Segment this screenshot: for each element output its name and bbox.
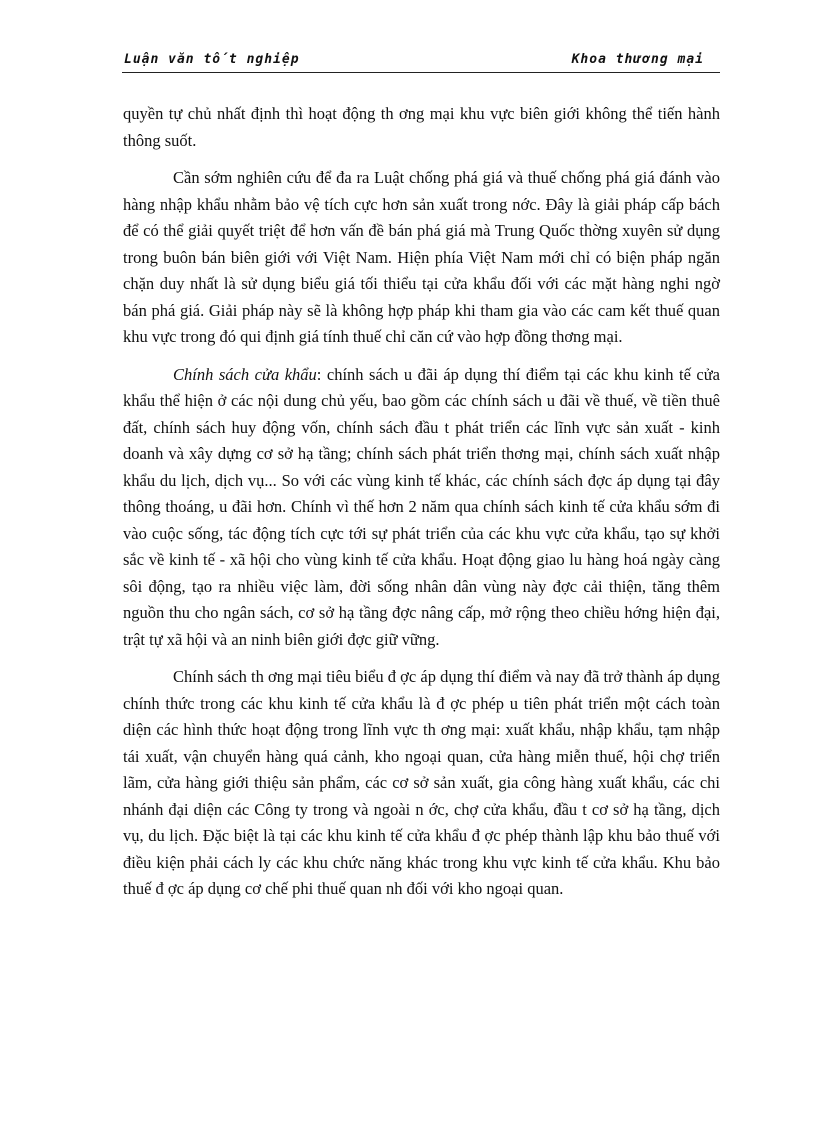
header-faculty-name: Khoa thương mại (571, 52, 704, 67)
paragraph-2: Cần sớm nghiên cứu để đa ra Luật chống phá giá và thuế chống phá giá đánh vào hàng nhập khẩu nhằm bảo vệ tích cực hơn sản xuất trong nớc. Đây là giải pháp cấp bách để có thể giải quyết triệt để hơn vấn đề bán phá giá mà Trung Quốc thờng xuyên sử dụng trong buôn bán biên giới với Việt Nam. Hiện phía Việt Nam mới chỉ có biện pháp ngăn chặn duy nhất là sử dụng biểu giá tối thiểu tại cửa khẩu đối với các mặt hàng nghi ngờ bán phá giá. Giải pháp này sẽ là không hợp pháp khi tham gia vào các cam kết thuế quan khu vực trong đó qui định giá tính thuế chỉ căn cứ vào hợp đồng thơng mại. (123, 168, 720, 346)
paragraph-1: quyền tự chủ nhất định thì hoạt động th ơng mại khu vực biên giới không thể tiến hành thông suốt. (123, 104, 720, 150)
paragraph-4: Chính sách th ơng mại tiêu biểu đ ợc áp dụng thí điểm và nay đã trở thành áp dụng chính thức trong các khu kinh tế cửa khẩu là đ ợc phép u tiên phát triển một cách toàn diện các hình thức hoạt động trong lĩnh vực th ơng mại: xuất khẩu, nhập khẩu, tạm nhập tái xuất, vận chuyển hàng quá cảnh, kho ngoại quan, cửa hàng miễn thuế, hội chợ triển lãm, cửa hàng giới thiệu sản phẩm, các cơ sở sản xuất, gia công hàng xuất khẩu, các chi nhánh đại diện các Công ty trong và ngoài n ớc, chợ cửa khẩu, đầu t cơ sở hạ tầng, dịch vụ, du lịch. Đặc biệt là tại các khu kinh tế cửa khẩu đ ợc phép thành lập khu bảo thuế với điều kiện phải cách ly các khu chức năng khác trong khu vực kinh tế cửa khẩu. Khu bảo thuế đ ợc áp dụng cơ chế phi thuế quan nh đối với kho ngoại quan. (123, 667, 720, 898)
section-lead-border-gate-policy: Chính sách cửa khẩu (173, 364, 317, 384)
paragraph-3 (123, 362, 720, 654)
header-thesis-title: Luận văn tốt nghiệp (124, 52, 300, 67)
page-header (122, 50, 720, 73)
document-body (123, 101, 720, 903)
paragraph-3-text: : chính sách u đãi áp dụng thí điểm tại các khu kinh tế cửa khẩu thể hiện ở các nội dung chủ yếu, bao gồm các chính sách u đãi về thuế, về tiền thuê đất, chính sách huy động vốn, chính sách đầu t phát triển các lĩnh vực sản xuất - kinh doanh và xây dựng cơ sở hạ tầng; chính sách phát triển thơng mại, chính sách xuất nhập khẩu du lịch, dịch vụ... So với các vùng kinh tế khác, các chính sách đợc áp dụng tại đây thông thoáng, u đãi hơn. Chính vì thế hơn 2 năm qua chính sách kinh tế cửa khẩu sớm đi vào cuộc sống, tác động tích cực tới sự phát triển của các khu vực cửa khẩu, tạo sự khởi sắc về kinh tế - xã hội cho vùng kinh tế cửa khẩu. Hoạt động giao lu hàng hoá ngày càng sôi động, tạo ra nhiều việc làm, đời sống nhân dân vùng này đợc cải thiện, tăng thêm nguồn thu cho ngân sách, cơ sở hạ tầng đợc nâng cấp, mở rộng theo chiều hớng hiện đại, trật tự xã hội và an ninh biên giới đợc giữ vững. (123, 364, 720, 649)
